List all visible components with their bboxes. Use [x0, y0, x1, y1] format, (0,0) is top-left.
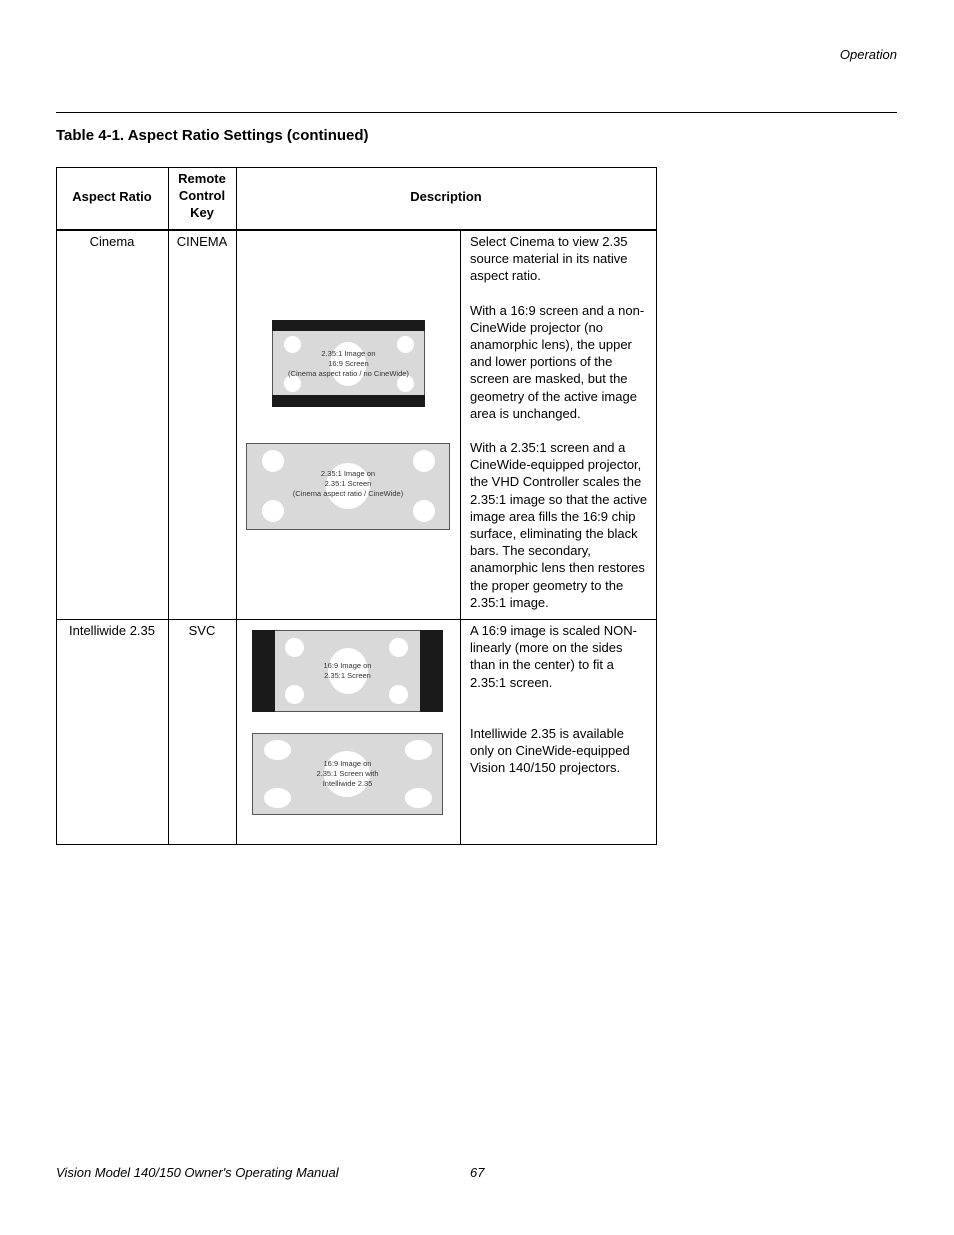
table-bottom-border — [56, 844, 657, 845]
diagram-caption: 16:9 Image on 2.35:1 Screen — [323, 661, 372, 680]
col-divider-3 — [460, 230, 461, 844]
footer-manual-title: Vision Model 140/150 Owner's Operating Manual — [56, 1165, 339, 1180]
row-intelliwide-description: A 16:9 image is scaled NON-linearly (more on the sides than in the center) to fit a 2.35:1 screen. Intelliwide 2.35 is available only on CineWide-equipped Vision 140/150 projectors. — [470, 623, 637, 776]
col-divider-1 — [168, 167, 169, 844]
diagram-cinema-16x9 — [272, 320, 425, 407]
header-bottom-border — [56, 229, 657, 231]
row-cinema-description: Select Cinema to view 2.35 source material in its native aspect ratio. With a 16:9 screen and a non-CineWide projector (no anamorphic lens), the upper and lower portions of the screen are masked, but the geometry of the active image area is unchanged. With a 2.35:1 screen and a CineWide-equipped projector, the VHD Controller scales the 2.35:1 image so that the active image area fills the 16:9 chip surface, eliminating the black bars. The secondary, anamorphic lens then restores the proper geometry to the 2.35:1 image. — [470, 234, 648, 610]
table-right-border — [656, 167, 657, 844]
page-number: 67 — [470, 1165, 485, 1180]
diagram-cinema-235 — [246, 443, 450, 530]
col-divider-2 — [236, 167, 237, 844]
header-description: Description — [410, 189, 482, 204]
diagram-intelliwide-stretched — [252, 733, 443, 815]
diagram-caption: 2.35:1 Image on 2.35:1 Screen (Cinema aspect ratio / CineWide) — [292, 469, 404, 498]
table-title: Table 4-1. Aspect Ratio Settings (continued) — [56, 127, 369, 144]
diagram-intelliwide-pillarbox — [252, 630, 443, 712]
row-cinema-aspect-ratio: Cinema — [89, 234, 135, 249]
row-cinema-remote-key: CINEMA — [176, 234, 228, 249]
row-intelliwide-aspect-ratio: Intelliwide 2.35 — [69, 623, 155, 638]
row-intelliwide-remote-key: SVC — [188, 623, 216, 638]
table-top-border — [56, 167, 657, 168]
table-left-border — [56, 167, 57, 844]
diagram-caption: 16:9 Image on 2.35:1 Screen with Intelliwide 2.35 — [316, 759, 379, 788]
letterbox-bottom-bar — [272, 395, 425, 407]
diagram-caption: 2.35:1 Image on 16:9 Screen (Cinema aspect ratio / no CineWide) — [288, 349, 409, 378]
header-aspect-ratio: Aspect Ratio — [72, 189, 152, 204]
letterbox-top-bar — [272, 320, 425, 331]
header-remote-control-key: Remote Control Key — [178, 171, 226, 220]
running-header: Operation — [839, 47, 897, 62]
